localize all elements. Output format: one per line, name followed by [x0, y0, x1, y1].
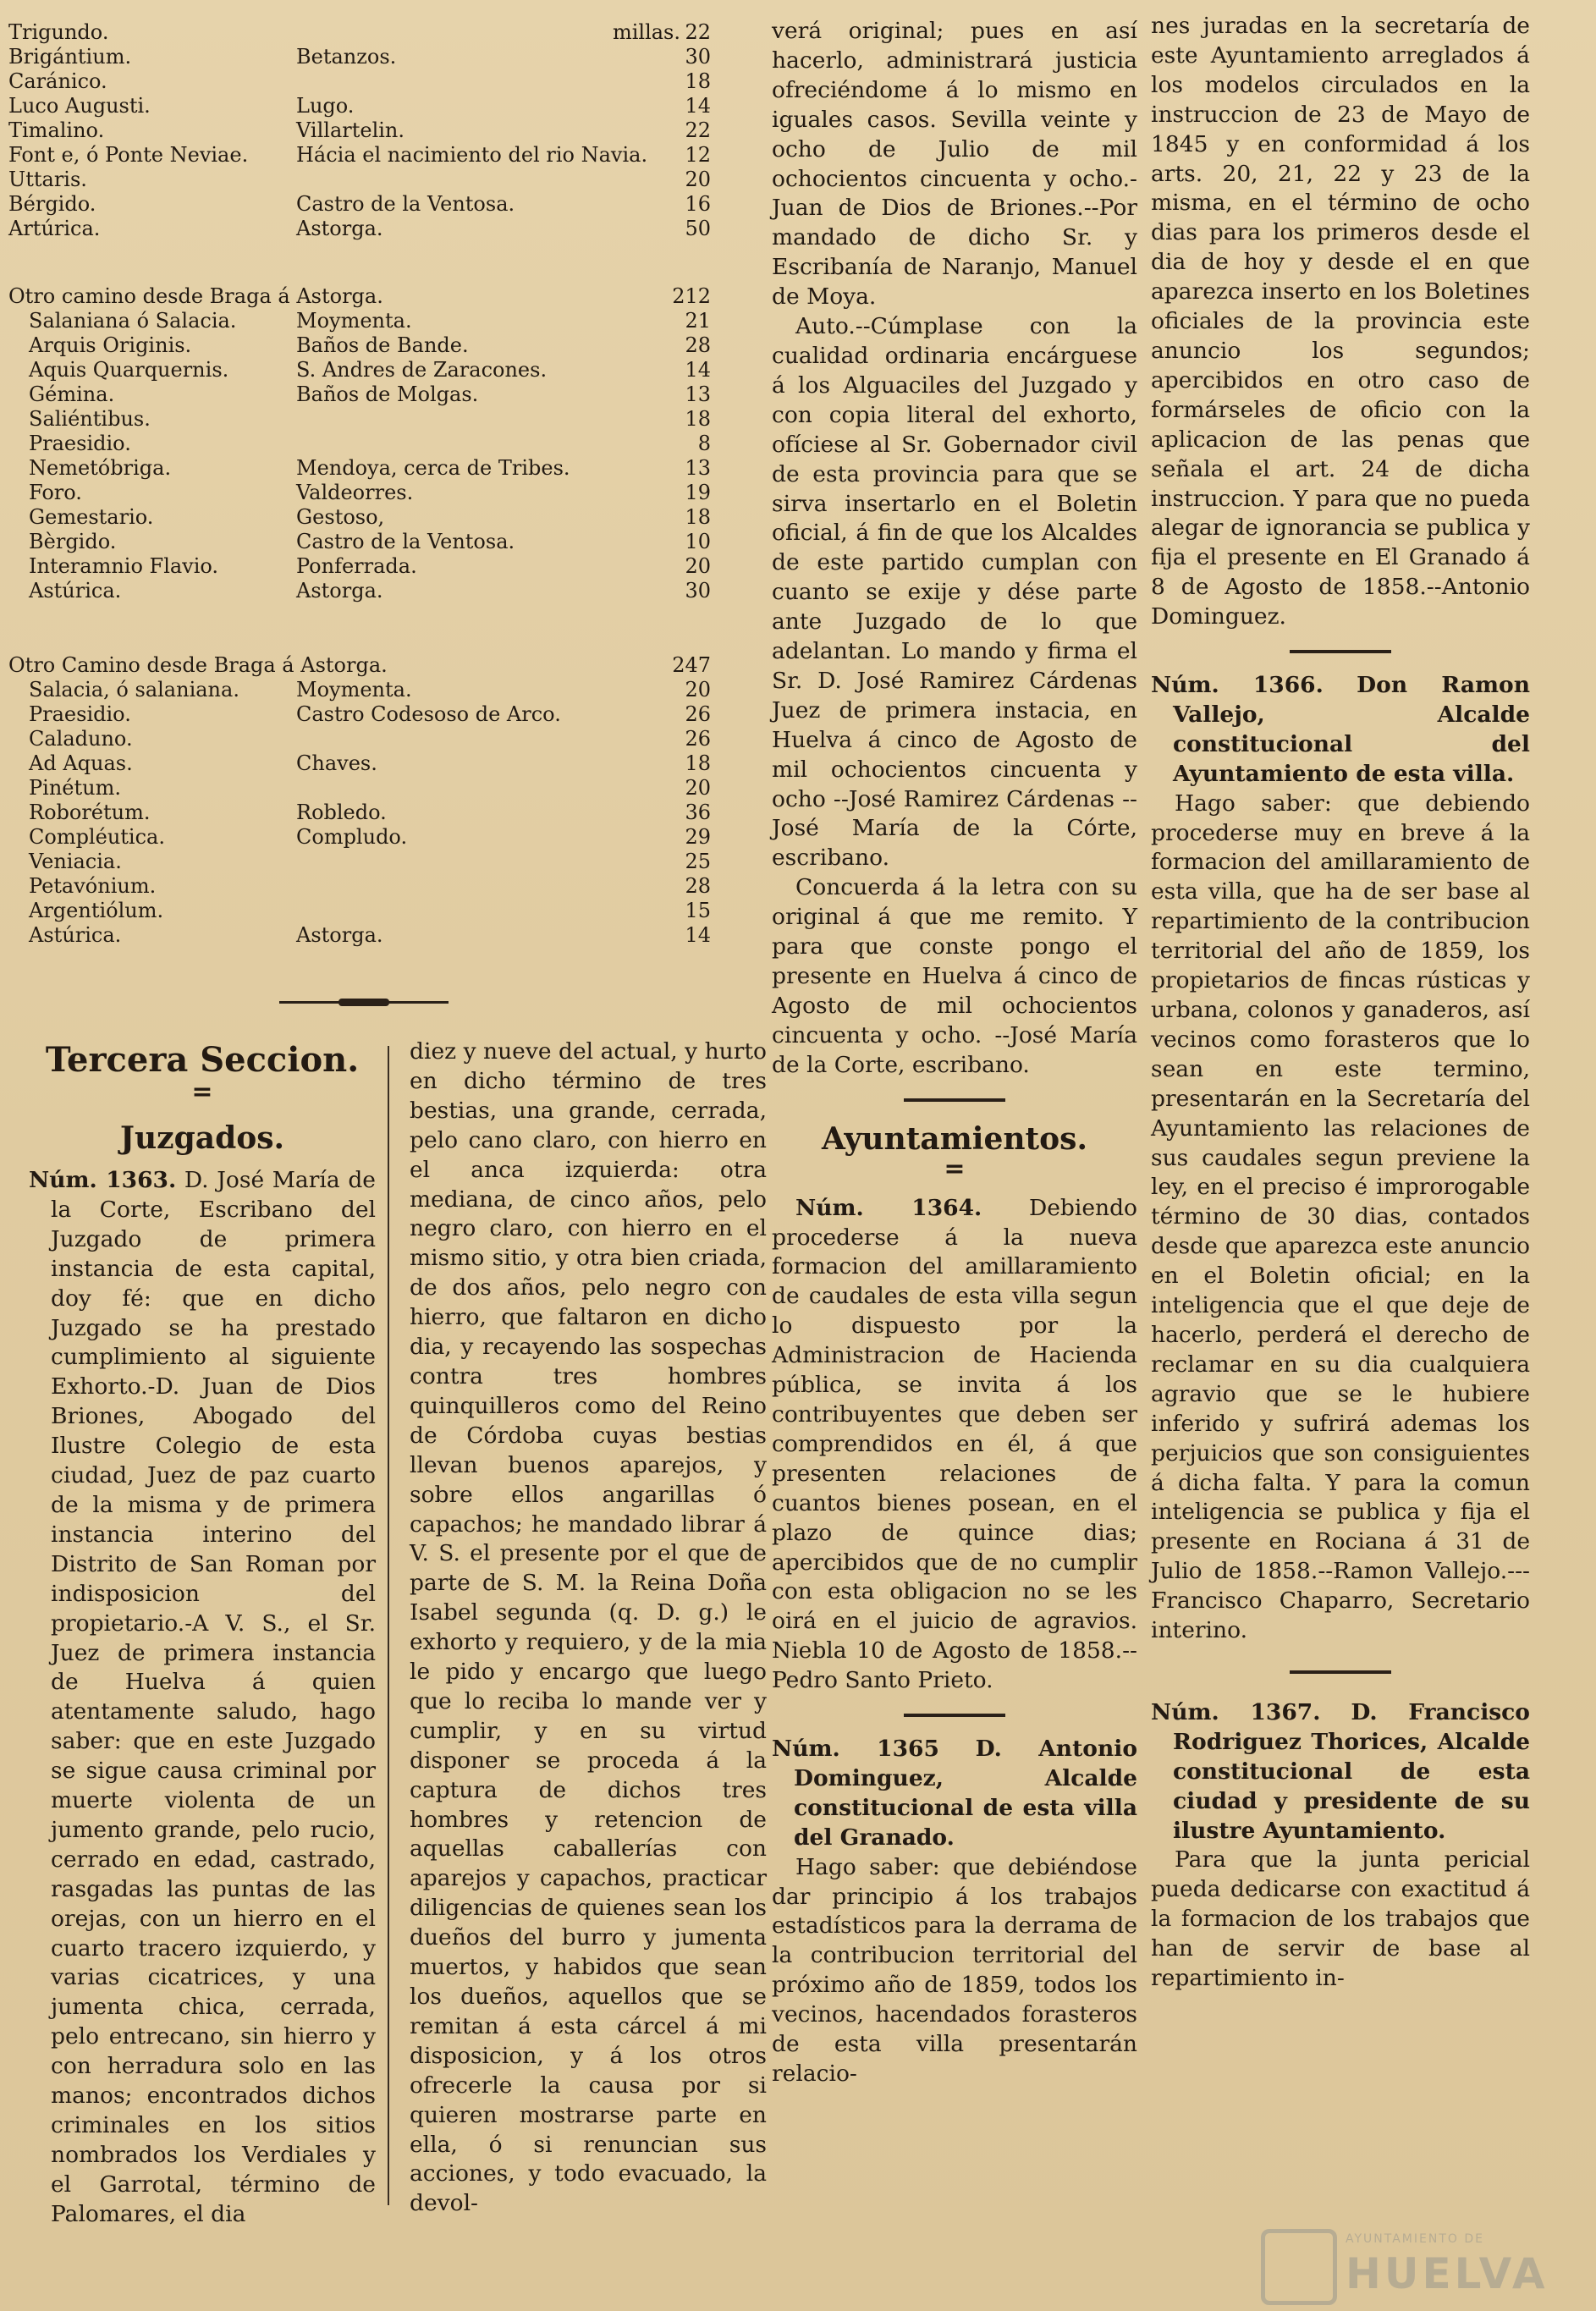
section-title: Tercera Seccion. [45, 1040, 360, 1080]
notice-number-1367: Núm. 1367. [1151, 1698, 1321, 1725]
notice-heading-1365: D. Antonio Dominguez, Alcalde constitucional de esta villa del Granado. [794, 1736, 1137, 1851]
modern-place: Lugo. [296, 94, 355, 118]
ancient-place: Astúrica. [29, 579, 122, 603]
itinerary-row [8, 579, 745, 603]
distance: 14 [685, 358, 711, 382]
ancient-place: Gemestario. [29, 505, 154, 529]
modern-place: Astorga. [296, 579, 383, 603]
modern-place: Mendoya, cerca de Tribes. [296, 456, 570, 480]
itinerary-row [8, 456, 745, 481]
modern-place: Baños de Molgas. [296, 382, 479, 406]
itinerary-row [8, 727, 745, 751]
column-1 [29, 1039, 376, 2230]
itinerary-row [8, 94, 745, 118]
ancient-place: Artúrica. [8, 217, 101, 240]
itinerary-route-header [8, 653, 745, 678]
itinerary-row [8, 801, 745, 825]
itinerary-row [8, 309, 745, 333]
distance: 20 [685, 168, 711, 191]
itinerary-row [8, 678, 745, 702]
watermark-line-1: AYUNTAMIENTO DE [1346, 2232, 1484, 2246]
ancient-place: Nemetóbriga. [29, 456, 172, 480]
itinerary-row [8, 20, 745, 45]
ancient-place: Uttaris. [8, 168, 87, 191]
concuerda-paragraph: Concuerda á la letra con su original á que me remito. Y para que conste pongo el presente en Huelva á cinco de Agosto de mil ochocientos cincuenta y ocho. --José María de la Corte, escribano. [772, 874, 1137, 1078]
itinerary-row [8, 850, 745, 874]
distance: 12 [685, 143, 711, 167]
itinerary-row [8, 505, 745, 530]
ancient-place: Caránico. [8, 69, 107, 93]
ancient-place: Interamnio Flavio. [29, 554, 219, 578]
ancient-place: Caladuno. [29, 727, 133, 751]
itinerary-row [8, 118, 745, 143]
modern-place: Chaves. [296, 751, 377, 775]
ancient-place: Astúrica. [29, 923, 122, 947]
itinerary-row [8, 358, 745, 382]
ancient-place: Salaniana ó Salacia. [29, 309, 237, 333]
notice-number-1365: Núm. 1365 [772, 1736, 939, 1763]
distance: 26 [685, 702, 711, 726]
modern-place: Compludo. [296, 825, 408, 849]
distance: 30 [685, 579, 711, 603]
distance: 13 [685, 382, 711, 406]
notice-text-1366: Hago saber: que debiendo procederse muy en breve á la formacion del amillaramiento de esta villa, que ha de ser base al repartimiento de la contribucion territorial del año de 1859, los propietarios de fincas rústicas y urbana, colonos y ganaderos, así vecinos como forasteros que lo sean en este termino, presentarán en la Secretaría del Ayuntamiento las relaciones de sus caudales segun previene la ley, en el preciso é improrogable término de 30 dias, contados desde que aparezca este anuncio en el Boletin oficial; en la inteligencia que el que deje de hacerlo, perderá el derecho de reclamar en su dia cualquiera agravio que se le hubiere inferido y sufrirá ademas los perjuicios que son consiguientes á dicha falta. Y para la comun inteligencia se publica y fija el presente en Rociana á 31 de Julio de 1858.--Ramon Vallejo.--- Francisco Chaparro, Secretario interino. [1151, 790, 1530, 1644]
ancient-place: Font e, ó Ponte Neviae. [8, 143, 249, 167]
ancient-place: Salacia, ó salaniana. [29, 678, 239, 702]
ancient-place: Praesidio. [29, 702, 131, 726]
modern-place: Moymenta. [296, 309, 412, 333]
modern-place: Castro de la Ventosa. [296, 192, 515, 216]
distance: 15 [685, 899, 711, 922]
route-total: 247 [672, 653, 711, 677]
itinerary-row [8, 432, 745, 456]
separator [904, 1096, 1005, 1104]
notice-text-1365-cont: nes juradas en la secretaría de este Ayuntamiento arreglados á los modelos circulados en la instruccion de 23 de Mayo de 1845 y en conformidad á los arts. 20, 21, 22 y 23 de la misma, en el término de ocho dias para los primeros desde el dia de hoy y desde el en que aparezca inserto en los Boletines oficiales de la provincia este anuncio los segundos; apercibidos en otro caso de formárseles de oficio con la aplicacion de las penas que señala el art. 24 de dicha instruccion. Y para que no pueda alegar de ignorancia se publica y fija el presente en El Granado á 8 de Agosto de 1858.--Antonio Dominguez. [1151, 13, 1530, 630]
itinerary-row [8, 825, 745, 850]
itinerary-block-3 [8, 653, 745, 948]
separator [904, 1711, 1005, 1719]
modern-place: Robledo. [296, 801, 387, 824]
ancient-place: Bèrgido. [29, 530, 117, 553]
itinerary-row [8, 69, 745, 94]
ancient-place: Trigundo. [8, 20, 109, 44]
distance: 16 [685, 192, 711, 216]
itinerary-row [8, 333, 745, 358]
section-eq: = [191, 1077, 213, 1107]
modern-place: Villartelin. [296, 118, 405, 142]
distance: 21 [685, 309, 711, 333]
modern-place: Valdeorres. [296, 481, 414, 504]
modern-place: Gestoso, [296, 505, 385, 529]
column-2 [410, 1037, 767, 2219]
ancient-place: Praesidio. [29, 432, 131, 455]
notice-heading-1367: D. Francisco Rodriguez Thorices, Alcalde constitucional de esta ciudad y presidente de su ilustre Ayuntamiento. [1173, 1698, 1530, 1844]
ornament-divider [279, 997, 449, 1007]
distance: 20 [685, 554, 711, 578]
notice-number-1366: Núm. 1366. [1151, 672, 1324, 699]
ancient-place: Saliéntibus. [29, 407, 151, 431]
ayuntamientos-eq: = [944, 1153, 966, 1184]
modern-place: Castro Codesoso de Arco. [296, 702, 561, 726]
route-title: Otro Camino desde Braga á Astorga. [8, 653, 388, 677]
shield-icon [1261, 2229, 1337, 2305]
distance: 18 [685, 751, 711, 775]
column-rule [388, 1046, 389, 2205]
distance: 10 [685, 530, 711, 553]
itinerary-row [8, 923, 745, 948]
ancient-place: Veniacia. [29, 850, 122, 873]
itinerary-route-header [8, 284, 745, 309]
notice-text-1365: Hago saber: que debiéndose dar principio á los trabajos estadísticos para la derrama de la contribucion territorial del próximo año de 1859, todos los vecinos, hacendados forasteros de esta villa presentarán relacio- [772, 1853, 1137, 2087]
modern-place: Astorga. [296, 923, 383, 947]
ancient-place: Roborétum. [29, 801, 151, 824]
itinerary-block-1 [8, 20, 745, 241]
itinerary-row [8, 382, 745, 407]
distance: 8 [697, 432, 711, 455]
itinerary-row [8, 407, 745, 432]
millas-label: millas. [612, 20, 680, 44]
modern-place: Astorga. [296, 217, 383, 240]
distance: 18 [685, 407, 711, 431]
itinerary-row [8, 554, 745, 579]
exhorto-end: verá original; pues en así hacerlo, administrará justicia ofreciéndome á lo mismo en iguales casos. Sevilla veinte y ocho de Julio de mil ochocientos cincuenta y ocho.-Juan de Dios de Briones.--Por mandado de dicho Sr. y Escribanía de Naranjo, Manuel de Moya. [772, 18, 1137, 311]
itinerary-row [8, 143, 745, 168]
ancient-place: Argentiólum. [29, 899, 164, 922]
itinerary-row [8, 530, 745, 554]
itinerary-row [8, 217, 745, 241]
itinerary-row [8, 751, 745, 776]
distance: 18 [685, 69, 711, 93]
distance: 29 [685, 825, 711, 849]
ancient-place: Pinétum. [29, 776, 121, 800]
notice-heading-1366: Don Ramon Vallejo, Alcalde constitucional del Ayuntamiento de esta villa. [1173, 672, 1530, 787]
notice-text-1367: Para que la junta pericial pueda dedicarse con exactitud á la formacion de los trabajos que han de servir de base al repartimiento in- [1151, 1846, 1530, 1992]
itinerary-row [8, 45, 745, 69]
ancient-place: Aquis Quarquernis. [29, 358, 229, 382]
distance: 14 [685, 923, 711, 947]
distance: 13 [685, 456, 711, 480]
itinerary-row [8, 874, 745, 899]
modern-place: Betanzos. [296, 45, 397, 69]
notice-text-1363: D. José María de la Corte, Escribano del Juzgado de primera instancia de esta capital, doy fé: que en dicho Juzgado se ha prestado cumplimiento al siguiente Exhorto.-D. Juan de Dios Briones, Abogado del Ilustre Colegio de esta ciudad, Juez de paz cuarto de la misma y de primera instancia interino del Distrito de San Roman por indisposicion del propietario.-A V. S., el Sr. Juez de primera instancia de Huelva á quien atentamente saludo, hago saber: que en este Juzgado se sigue causa criminal por muerte violenta de un jumento grande, pelo rucio, cerrado en edad, castrado, rasgadas las puntas de las orejas, con un hierro en el cuarto tracero izquierdo, y varias cicatrices, y una jumenta chica, cerrada, pelo entrecano, sin hierro y con herradura solo en las manos; encontrados dichos criminales en los sitios nombrados los Verdiales y el Garrotal, término de Palomares, el dia [51, 1167, 376, 2227]
modern-place: Castro de la Ventosa. [296, 530, 515, 553]
ancient-place: Brigántium. [8, 45, 132, 69]
separator [1290, 647, 1391, 656]
modern-place: S. Andres de Zaracones. [296, 358, 548, 382]
distance: 22 [685, 118, 711, 142]
ancient-place: Luco Augusti. [8, 94, 151, 118]
route-title: Otro camino desde Braga á Astorga. [8, 284, 383, 308]
modern-place: Baños de Bande. [296, 333, 469, 357]
distance: 14 [685, 94, 711, 118]
distance: 19 [685, 481, 711, 504]
ancient-place: Petavónium. [29, 874, 157, 898]
distance: 26 [685, 727, 711, 751]
ancient-place: Foro. [29, 481, 82, 504]
auto-paragraph: Auto.--Cúmplase con la cualidad ordinaria encárguese á los Alguaciles del Juzgado y con copia literal del exhorto, ofíciese al Sr. Gobernador civil de esta provincia para que se sirva insertarlo en el Boletin oficial, á fin de que los Alcaldes de este partido cumplan con cuanto se exije y dése parte ante Juzgado de lo que adelantan. Lo mando y firma el Sr. D. José Ramirez Cárdenas Juez de primera instacia, en Huelva á cinco de Agosto de mil ochocientos cincuenta y ocho --José Ramirez Cárdenas -- José María de la Córte, escribano. [772, 313, 1137, 872]
watermark-line-2: HUELVA [1346, 2249, 1549, 2298]
ancient-place: Bérgido. [8, 192, 96, 216]
route-total: 212 [672, 284, 711, 308]
distance: 22 [685, 20, 711, 44]
distance: 25 [685, 850, 711, 873]
ancient-place: Ad Aquas. [29, 751, 133, 775]
distance: 28 [685, 874, 711, 898]
itinerary-row [8, 168, 745, 192]
distance: 30 [685, 45, 711, 69]
notice-text-1364: Debiendo procederse á la nueva formacion del amillaramiento de caudales de esta villa segun lo dispuesto por la Administracion de Hacienda pública, se invita á los contribuyentes que deben ser comprendidos en él, á que presenten relaciones de cuantos bienes posean, en el plazo de quince dias; apercibidos que de no cumplir con esta obligacion no se les oirá en el juicio de agravios. Niebla 10 de Agosto de 1858.--Pedro Santo Prieto. [772, 1194, 1137, 1694]
distance: 50 [685, 217, 711, 240]
ayuntamientos-title: Ayuntamientos. [822, 1120, 1087, 1157]
separator [1290, 1668, 1391, 1676]
itinerary-row [8, 192, 745, 217]
notice-number-1364: Núm. 1364. [795, 1194, 982, 1221]
itinerary-row [8, 899, 745, 923]
modern-place: Moymenta. [296, 678, 412, 702]
archive-watermark [1252, 2224, 1549, 2300]
itinerary-block-2 [8, 284, 745, 603]
distance: 20 [685, 678, 711, 702]
column-3 [772, 17, 1137, 2089]
distance: 18 [685, 505, 711, 529]
distance: 36 [685, 801, 711, 824]
ancient-place: Arquis Originis. [29, 333, 192, 357]
itinerary-row [8, 702, 745, 727]
ancient-place: Gémina. [29, 382, 115, 406]
notice-number-1363: Núm. 1363. [29, 1167, 177, 1193]
distance: 20 [685, 776, 711, 800]
itinerary-row [8, 776, 745, 801]
modern-place: Ponferrada. [296, 554, 417, 578]
modern-place: Hácia el nacimiento del rio Navia. [296, 143, 648, 167]
column-4 [1151, 12, 1530, 1994]
section-subtitle: Juzgados. [119, 1120, 285, 1156]
ancient-place: Timalino. [8, 118, 105, 142]
distance: 28 [685, 333, 711, 357]
itinerary-row [8, 481, 745, 505]
ancient-place: Compléutica. [29, 825, 165, 849]
notice-text-1363-cont: diez y nueve del actual, y hurto en dicho término de tres bestias, una grande, cerrada, pelo cano claro, con hierro en el anca izquierda: otra mediana, de cinco años, pelo negro claro, con hierro en el mismo sitio, y otra bien criada, de dos años, pelo negro con hierro, que faltaron en dicho dia, y recayendo las sospechas contra tres hombres quinquilleros como del Reino de Córdoba cuyas bestias llevan buenos aparejos, y sobre ellos angarillas ó capachos; he mandado librar á V. S. el presente por el que de parte de S. M. la Reina Doña Isabel segunda (q. D. g.) le exhorto y requiero, y de la mia le pido y encargo que luego que lo reciba lo mande ver y cumplir, y en su virtud disponer se proceda á la captura de dichos tres hombres y retencion de aquellas caballerías con aparejos y capachos, practicar diligencias de quienes sean los dueños del burro y jumenta muertos, y habidos que sean los dueños, aquellos que se remitan á esta cárcel á mi disposicion, y á los otros ofrecerle la causa por si quieren mostrarse parte en ella, ó si renuncian sus acciones, y todo evacuado, la devol- [410, 1038, 767, 2217]
